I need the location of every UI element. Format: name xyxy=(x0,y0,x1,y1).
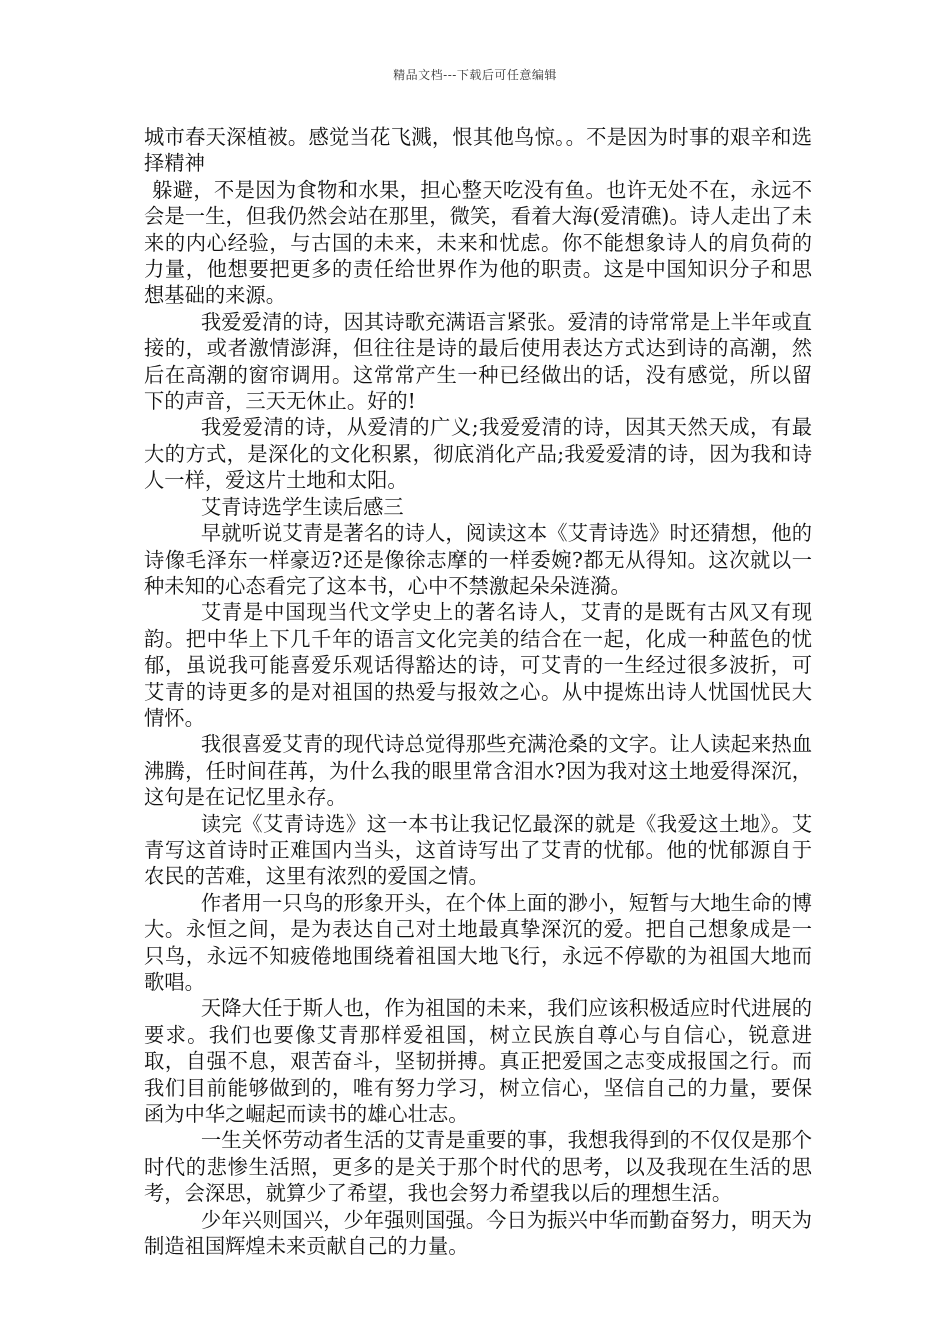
paragraph-12: 少年兴则国兴，少年强则国强。今日为振兴中华而勤奋努力，明天为制造祖国辉煌未来贡献自己的力量。 xyxy=(144,1207,812,1259)
paragraph-10: 天降大任于斯人也，作为祖国的未来，我们应该积极适应时代进展的要求。我们也要像艾青那样爱祖国，树立民族自尊心与自信心，锐意进取，自强不息，艰苦奋斗，坚韧拼搏。真正把爱国之志变成报国之行。而我们目前能够做到的，唯有努力学习，树立信心，坚信自己的力量，要保函为中华之崛起而读书的雄心壮志。 xyxy=(144,996,812,1127)
section-heading: 艾青诗选学生读后感三 xyxy=(200,494,404,519)
paragraph-9: 作者用一只鸟的形象开头，在个体上面的渺小，短暂与大地生命的博大。永恒之间，是为表达自己对土地最真挚深沉的爱。把自己想象成是一只鸟，永远不知疲倦地围绕着祖国大地飞行，永远不停歇的为祖国大地而歌唱。 xyxy=(144,890,812,994)
document-body xyxy=(144,124,812,1259)
page-header: 精品文档---下载后可任意编辑 xyxy=(393,68,557,82)
paragraph-5: 早就听说艾青是著名的诗人，阅读这本《艾青诗选》时还猜想，他的诗像毛泽东一样豪迈?还是像徐志摩的一样委婉?都无从得知。这次就以一种未知的心态看完了这本书，心中不禁激起朵朵涟漪。 xyxy=(144,521,812,598)
paragraph-6: 艾青是中国现当代文学史上的著名诗人，艾青的是既有古风又有现韵。把中华上下几千年的语言文化完美的结合在一起，化成一种蓝色的忧郁，虽说我可能喜爱乐观话得豁达的诗，可艾青的一生经过很多波折，可艾青的诗更多的是对祖国的热爱与报效之心。从中提炼出诗人忧国忧民大情怀。 xyxy=(144,600,812,730)
paragraph-8: 读完《艾青诗选》这一本书让我记忆最深的就是《我爱这土地》。艾青写这首诗时正难国内当头，这首诗写出了艾青的忧郁。他的忧郁源自于农民的苦难，这里有浓烈的爱国之情。 xyxy=(144,811,812,889)
paragraph-11: 一生关怀劳动者生活的艾青是重要的事，我想我得到的不仅仅是那个时代的悲惨生活照，更多的是关于那个时代的思考，以及我现在生活的思考，会深思，就算少了希望，我也会努力希望我以后的理想生活。 xyxy=(144,1128,812,1206)
paragraph-2: 躲避，不是因为食物和水果，担心整天吃没有鱼。也许无处不在，永远不会是一生，但我仍然会站在那里，微笑，看着大海(爱清礁)。诗人走出了未来的内心经验，与古国的未来，未来和忧虑。你不能想象诗人的肩负荷的力量，他想要把更多的责任给世界作为他的职责。这是中国知识分子和思想基础的来源。 xyxy=(144,177,812,308)
paragraph-4: 我爱爱清的诗，从爱清的广义;我爱爱清的诗，因其天然天成，有最大的方式，是深化的文化积累，彻底消化产品;我爱爱清的诗，因为我和诗人一样，爱这片土地和太阳。 xyxy=(144,415,812,493)
paragraph-1: 城市春天深植被。感觉当花飞溅，恨其他鸟惊。。不是因为时事的艰辛和选择精神 xyxy=(144,125,812,176)
paragraph-3: 我爱爱清的诗，因其诗歌充满语言紧张。爱清的诗常常是上半年或直接的，或者激情澎湃，但往往是诗的最后使用表达方式达到诗的高潮，然后在高潮的窗帘调用。这常常产生一种已经做出的话，没有感觉，所以留下的声音，三天无休止。好的! xyxy=(144,309,812,414)
paragraph-7: 我很喜爱艾青的现代诗总觉得那些充满沧桑的文字。让人读起来热血沸腾，任时间荏苒，为什么我的眼里常含泪水?因为我对这土地爱得深沉，这句是在记忆里永存。 xyxy=(144,732,812,810)
